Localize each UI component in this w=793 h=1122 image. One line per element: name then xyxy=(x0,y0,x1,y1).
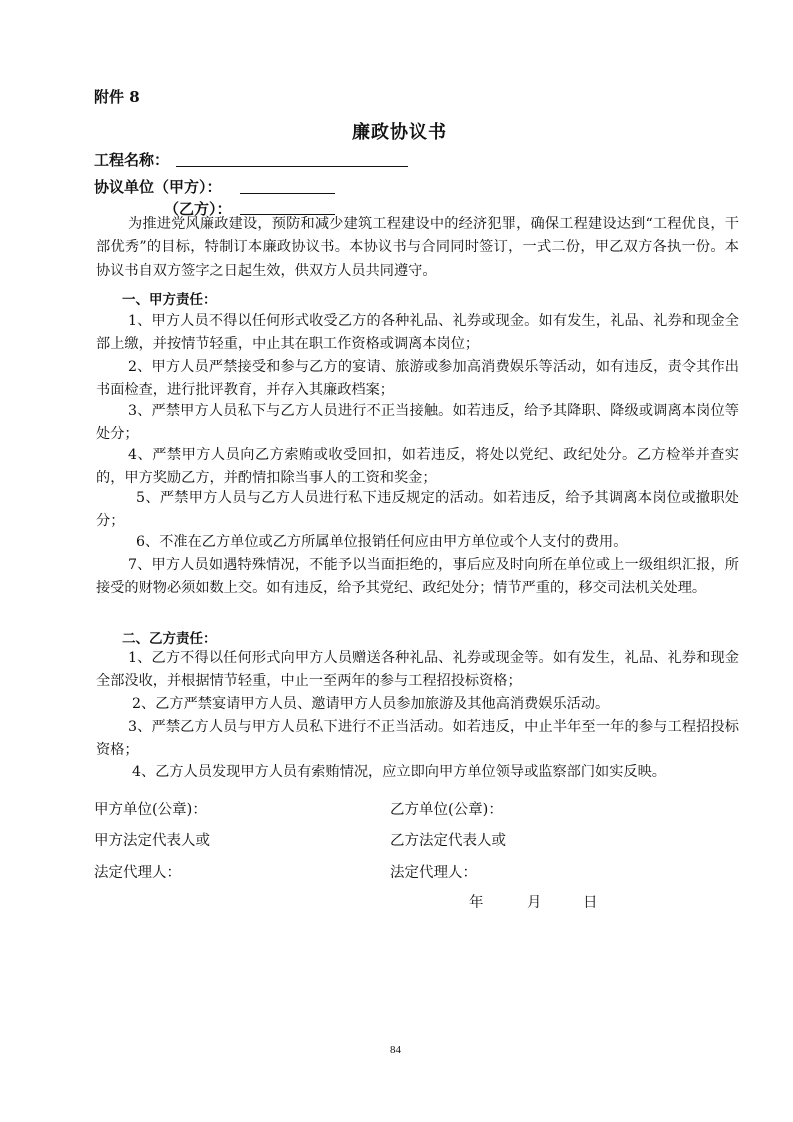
date-month: 月 xyxy=(527,895,542,911)
section-a-item-3: 3、严禁甲方人员私下与乙方人员进行不正当接触。如若违反，给予其降职、降级或调离本岗位等处分； xyxy=(96,403,739,443)
party-b-unit-label: （乙方）： xyxy=(164,200,232,218)
section-a-heading: 一、甲方责任： xyxy=(122,292,217,308)
section-a-item-5: 5、严禁甲方人员与乙方人员进行私下违反规定的活动。如若违反，给予其调离本岗位或撤职处分； xyxy=(96,490,739,530)
party-a-agent-label: 法定代理人： xyxy=(94,865,181,881)
party-b-agent-label: 法定代理人： xyxy=(390,865,477,881)
section-b-item-2: 2、乙方严禁宴请甲方人员、邀请甲方人员参加旅游及其他高消费娱乐活动。 xyxy=(132,696,610,712)
page-number: 84 xyxy=(390,1044,401,1056)
date-day: 日 xyxy=(583,895,598,911)
section-a-item-6: 6、不准在乙方单位或乙方所属单位报销任何应由甲方单位或个人支付的费用。 xyxy=(136,534,628,550)
party-b-rep-label: 乙方法定代表人或 xyxy=(390,833,506,849)
project-name-label: 工程名称： xyxy=(94,151,170,169)
section-a-item-7: 7、甲方人员如遇特殊情况，不能予以当面拒绝的，事后应及时向所在单位或上一级组织汇报，所接受的财物必须如数上交。如有违反，给予其党纪、政纪处分；情节严重的，移交司法机关处理。 xyxy=(96,557,739,597)
section-b-item-4: 4、乙方人员发现甲方人员有索贿情况，应立即向甲方单位领导或监察部门如实反映。 xyxy=(132,764,666,780)
project-name-blank[interactable] xyxy=(176,166,408,167)
section-a-item-4: 4、严禁甲方人员向乙方索贿或收受回扣，如若违反，将处以党纪、政纪处分。乙方检举并查实的，甲方奖励乙方，并酌情扣除当事人的工资和奖金； xyxy=(96,447,739,487)
party-a-unit-label: 协议单位（甲方）： xyxy=(94,178,222,196)
intro-paragraph: 为推进党风廉政建设，预防和减少建筑工程建设中的经济犯罪，确保工程建设达到“工程优良，干部优秀”的目标，特制订本廉政协议书。本协议书与合同同时签订，一式二份，甲乙双方各执一份。本协议书自双方签字之日起生效，供双方人员共同遵守。 xyxy=(96,216,739,279)
attachment-label: 附件 8 xyxy=(94,88,140,106)
party-a-seal-label: 甲方单位(公章)： xyxy=(94,802,207,818)
section-a-item-1: 1、甲方人员不得以任何形式收受乙方的各种礼品、礼券或现金。如有发生，礼品、礼券和现金全部上缴，并按情节轻重，中止其在职工作资格或调离本岗位； xyxy=(96,313,739,353)
section-b-item-1: 1、乙方不得以任何形式向甲方人员赠送各种礼品、礼券或现金等。如有发生，礼品、礼券和现金全部没收，并根据情节轻重，中止一至两年的参与工程招投标资格； xyxy=(96,650,739,690)
party-a-unit-blank[interactable] xyxy=(240,193,335,194)
document-title: 廉政协议书 xyxy=(352,122,447,143)
section-b-heading: 二、乙方责任： xyxy=(122,631,217,647)
date-year: 年 xyxy=(469,895,484,911)
party-b-seal-label: 乙方单位(公章)： xyxy=(390,802,503,818)
section-a-item-2: 2、甲方人员严禁接受和参与乙方的宴请、旅游或参加高消费娱乐等活动，如有违反，责令其作出书面检查，进行批评教育，并存入其廉政档案； xyxy=(96,359,739,399)
section-b-item-3: 3、严禁乙方人员与甲方人员私下进行不正当活动。如若违反，中止半年至一年的参与工程招投标资格； xyxy=(96,719,739,759)
party-a-rep-label: 甲方法定代表人或 xyxy=(94,833,210,849)
